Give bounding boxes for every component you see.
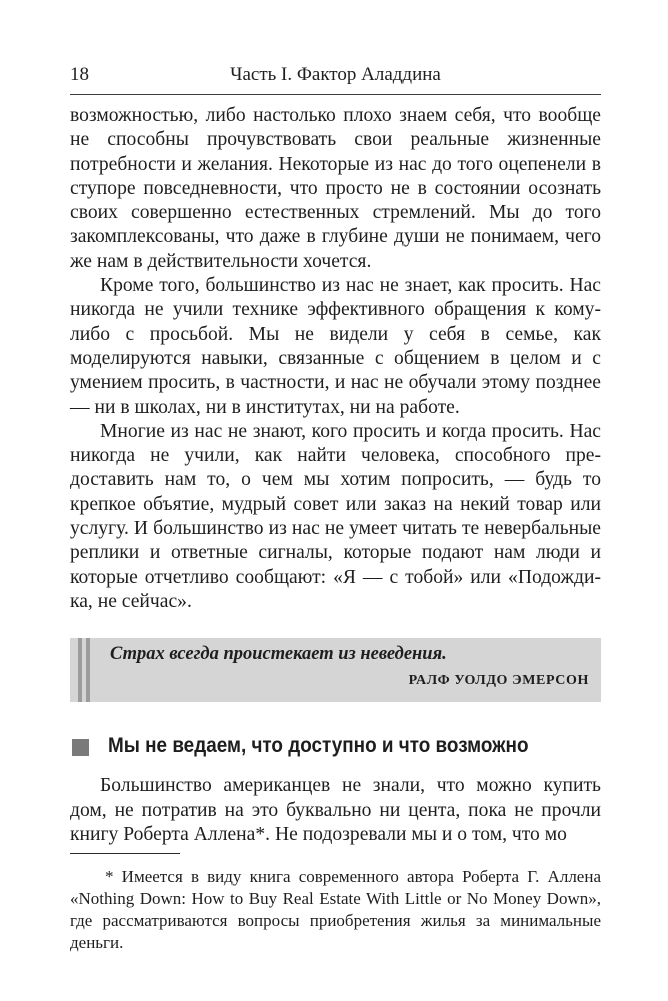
running-title: Часть I. Фактор Аладдина [230, 64, 441, 85]
section-paragraph: Большинство американцев не знали, что можно купить дом, не потратив на это буквально ни цента, пока не прочли книгу Роберта Аллена*. Не подозревали мы и о том, что мо [70, 775, 601, 845]
section-heading [70, 734, 601, 764]
page-number: 18 [70, 64, 89, 85]
paragraph-1: возможностью, либо настолько плохо знаем себя, что вообще не способны прочувствовать свои реальные жизненные потребности и желания. Некоторые из нас до того оцепенели в ступоре повседневности, что просто не в состоянии осознать своих совершенно естественных стремлений. Мы до того закомплексованы, что даже в глубине души не понимаем, чего же нам в действительности хочется. [70, 105, 601, 272]
section-heading-text: Мы не ведаем, что доступно и что возможно [108, 734, 529, 758]
paragraph-3: Многие из нас не знают, кого просить и когда просить. Нас никогда не учили, как найти человека, способного предоставить нам то, о чем мы хотим попросить, — будь то крепкое объятие, мудрый совет или заказ на некий товар или услугу. И большинство из нас не умеет читать те невербальные реплики и ответные сигналы, которые подают нам люди и которые отчетливо сообщают: «Я — с тобой» или «Подожди-ка, не сейчас». [70, 420, 601, 612]
running-header [70, 62, 601, 95]
epigraph-bar-icon [78, 638, 82, 702]
footnote: * Имеется в виду книга современного автора Роберта Г. Аллена «Nothing Down: How to Buy Real Estate With Little or No Money Down», где рассматриваются вопросы приобретения жилья за минимальные деньги. [70, 867, 601, 953]
epigraph-quote: Страх всегда проистекает из неведения. [110, 644, 447, 665]
epigraph-box [70, 638, 601, 702]
paragraph-2: Кроме того, большинство из нас не знает, как просить. Нас никогда не учили технике эффективного обращения к кому-либо с просьбой. Мы не видели у себя в семье, как моделируются навыки, связанные с общением в целом и с умением просить, в частности, и нас не обучали этому позднее — ни в школах, ни в институтах, ни на работе. [70, 275, 601, 418]
epigraph-author: РАЛФ УОЛДО ЭМЕРСОН [408, 673, 589, 689]
section-body [70, 774, 601, 847]
square-bullet-icon [72, 739, 89, 756]
book-page [70, 62, 601, 954]
epigraph-bar-icon [86, 638, 90, 702]
footnote-divider [70, 853, 180, 854]
body-text [70, 104, 601, 614]
